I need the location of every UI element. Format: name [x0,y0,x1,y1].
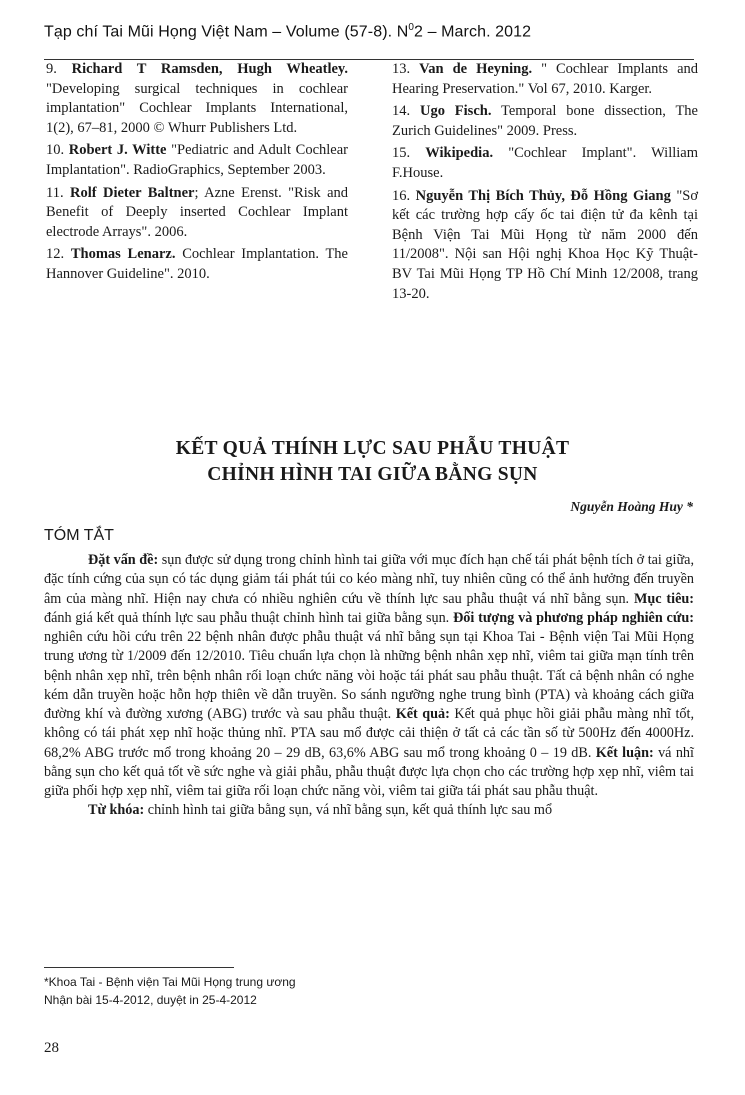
conclusion-text: vá nhĩ bằng sụn cho kết quả tốt về sức nghe và giải phẫu, phẫu thuật được lựa chọn cho các trường hợp xẹp nhĩ, viêm tai giữa phối hợp xẹp nhĩ, viêm tai giữa rối loạn chức năng vòi, viêm tai giữa tái phát sau phẫu thuật. [44,744,694,799]
reference-number: 13. [392,61,411,77]
reference-item [46,60,348,138]
reference-authors: Van de Heyning. [419,61,533,77]
result-text: Kết quả phục hồi giải phẫu màng nhĩ tốt, không có tái phát xẹp nhĩ hoặc thủng nhĩ. PTA sau mổ được cải thiện ở tất cả các tần số từ 500Hz đến 4000Hz. 68,2% ABG trước mổ trong khoảng 20 – 29 dB, 63,6% ABG sau mổ trong khoảng 0 – 19 dB. [44,706,695,761]
reference-text: Temporal bone dissection, The Zurich Guidelines" 2009. Press. [392,103,698,139]
reference-number: 16. [392,187,411,204]
intro-text: sụn được sử dụng trong chỉnh hình tai giữa với mục đích hạn chế tái phát bệnh tích ở tai giữa, đặc tính cứng của sụn có tác dụng giảm tái phát túi co kéo màng nhĩ, tuy nhiên cũng có thể ảnh hưởng đến truyền âm của màng nhĩ. Hiện nay chưa có nhiều nghiên cứu về thính lực sau phẫu thuật vá nhĩ bằng sụn. [44,552,695,607]
reference-authors: Richard T Ramsden, Hugh Wheatley. [71,61,348,77]
method-text: nghiên cứu hồi cứu trên 22 bệnh nhân được phẫu thuật vá nhĩ bằng sụn tại Khoa Tai - Bệnh viện Tai Mũi Họng trung ương từ 1/2009 đến 12/2010. Tiêu chuẩn lựa chọn là những bệnh nhân xẹp nhĩ, viêm tai giữa mạn tính trên bệnh nhân xẹp nhĩ, trên bệnh nhân rối loạn chức năng vòi hoặc tái phát sau phẫu thuật. Tất cả bệnh nhân có nghe kém dẫn truyền hoặc hỗn hợp thiên về dẫn truyền. So sánh ngưỡng nghe trung bình (PTA) và khoảng cách giữa đường khí và đường xương (ABG) trước và sau phẫu thuật. [44,629,694,722]
issue-superscript: 0 [408,22,415,33]
reference-item [392,187,698,305]
reference-text: " Cochlear Implants and Hearing Preservation." Vol 67, 2010. Karger. [392,61,699,97]
reference-item [46,141,348,180]
conclusion-label: Kết luận: [595,744,654,761]
keywords-text: chỉnh hình tai giữa bằng sụn, vá nhĩ bằng sụn, kết quả thính lực sau mổ [144,802,553,819]
reference-item [392,144,698,183]
reference-number: 12. [46,246,65,263]
reference-text: "Sơ kết các trường hợp cấy ốc tai điện tử đa kênh tại Bệnh Viện Tai Mũi Họng từ năm 2000 đến 11/2008". Nội san Hội nghị Khoa Học Kỹ Thuật- BV Tai Mũi Họng TP Hồ Chí Minh 12/2008, trang 13-20. [392,187,699,302]
footnote-affiliation: *Khoa Tai - Bệnh viện Tai Mũi Họng trung ương [44,975,296,989]
abstract-paragraph [44,551,694,801]
result-label: Kết quả: [395,706,450,722]
reference-text: "Developing surgical techniques in cochlear implantation" Cochlear Implants International, 1(2), 67–81, 2000 © Whurr Publishers Ltd. [46,80,348,136]
reference-authors: Ugo Fisch. [419,103,492,120]
abstract-heading: TÓM TẮT [44,527,114,544]
reference-number: 15. [392,145,411,162]
article-title-line-1: KẾT QUẢ THÍNH LỰC SAU PHẪU THUẬT [175,438,570,459]
reference-item [392,60,698,99]
reference-text: ; Azne Erenst. "Risk and Benefit of Deeply inserted Cochlear Implant electrode Arrays". 2006. [46,184,349,240]
footnotes [44,973,296,1009]
reference-text: "Cochlear Implant". William F.House. [392,145,699,181]
references-right-column [392,60,698,307]
article-title-line-2: CHỈNH HÌNH TAI GIỮA BẰNG SỤN [207,464,538,485]
reference-authors: Robert J. Witte [68,142,167,159]
journal-header [44,22,531,41]
abstract-body [44,551,694,821]
references-left-column [46,60,348,288]
journal-title: Tạp chí Tai Mũi Họng Việt Nam – Volume (57-8). N [44,23,409,41]
reference-authors: Wikipedia. [425,145,494,162]
keywords-label: Từ khóa: [88,802,145,819]
reference-text: Cochlear Implantation. The Hannover Guideline". 2010. [46,246,348,282]
reference-item [46,184,348,243]
reference-item [46,245,348,284]
reference-authors: Rolf Dieter Baltner [70,184,195,201]
reference-number: 11. [46,184,64,201]
goal-text: đánh giá kết quả thính lực sau phẫu thuật chỉnh hình tai giữa bằng sụn. [44,609,454,626]
reference-number: 10. [46,142,65,159]
goal-label: Mục tiêu: [633,590,694,607]
reference-number: 9. [46,61,57,77]
keywords-paragraph [44,801,694,820]
article-title [0,436,745,488]
reference-authors: Nguyễn Thị Bích Thủy, Đỗ Hồng Giang [415,187,671,204]
page-number: 28 [44,1040,59,1056]
reference-item [392,102,698,141]
reference-authors: Thomas Lenarz. [70,246,176,263]
footnote-dates: Nhận bài 15-4-2012, duyệt in 25-4-2012 [44,993,257,1007]
reference-text: "Pediatric and Adult Cochlear Implantation". RadioGraphics, September 2003. [46,142,348,178]
method-label: Đối tượng và phương pháp nghiên cứu: [453,609,694,626]
footnote-rule [44,967,234,968]
article-author: Nguyễn Hoàng Huy * [570,499,693,514]
intro-label: Đặt vấn đề: [88,552,159,568]
reference-number: 14. [392,103,411,120]
issue-date: 2 – March. 2012 [414,23,532,41]
